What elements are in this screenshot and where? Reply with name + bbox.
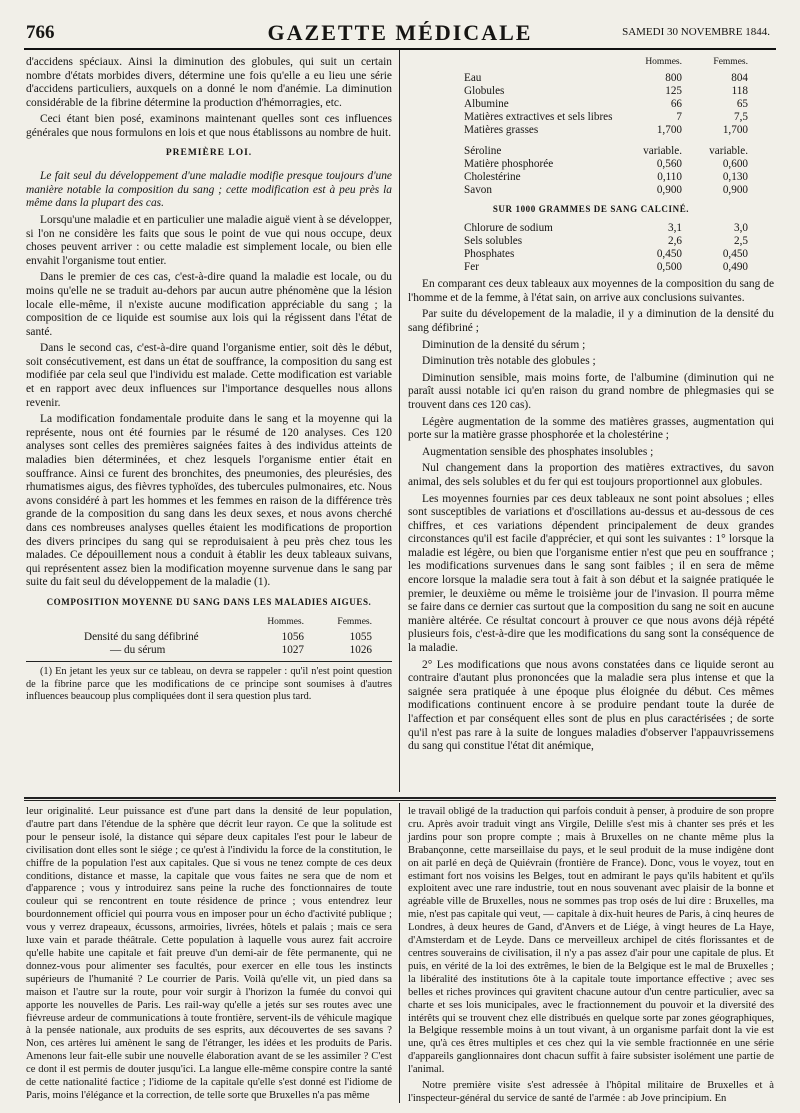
- paragraph: La modification fondamentale produite dans le sang et la moyenne qui la représente, nous ont été fournies par le résumé de 120 analyses. Ces 120 analyses sont celles des premières saignées faites à des individus atteints de maladies bien déterminées, et chez lesquels l'organisme entier était en souffrance. Ainsi ce furent des bronchites, des pneumonies, des pleurésies, des rhumatismes aigus, des fièvres typhoïdes, des tubercules pulmonaires, etc. Nous avons considéré à part les hommes et les femmes en raison de la différence très grande de la composition du sang dans les deux sexes, et nous avons cherché dans ces nombreuses analyses quelles étaient les modifications de proportion des divers principes du sang qui se reproduisaient à peu près chez tous les malades. Ce dépouillement nous a conduit à établir les deux tableaux suivans, qui représentent assez bien la modification moyenne survenue dans le sang par suite du fait seul du développement de la maladie (1).: [26, 413, 392, 589]
- row-label: Séroline: [464, 144, 502, 157]
- row-label: Densité du sang défibriné: [84, 631, 199, 644]
- cell-women: 3,0: [734, 222, 748, 235]
- header-date: SAMEDI 30 NOVEMBRE 1844.: [622, 26, 770, 38]
- paragraph: Dans le second cas, c'est-à-dire quand l'organisme entier, soit dès le début, soit consécutivement, est dans un état de souffrance, la composition du sang est modifiée par cela seul que l'individu est malade. Cette modification est variable et en rapport avec deux influences sur l'importance desquelles nous allons revenir.: [26, 342, 392, 409]
- cell-men: 0,500: [656, 261, 682, 274]
- footnote: (1) En jetant les yeux sur ce tableau, on devra se rappeler : qu'il n'est point question de la fibrine parce que les modifications de ce principe sont soumises à d'autres influences beaucoup plus compliquées dont il sera question plus tard.: [26, 666, 392, 702]
- paragraph: Augmentation sensible des phosphates insolubles ;: [422, 445, 654, 458]
- table-row: [462, 145, 750, 158]
- column-header: Femmes.: [713, 57, 748, 67]
- paragraph: 2° Les modifications que nous avons constatées dans ce liquide seront au contraire d'autant plus prononcées que la maladie sera plus intense et que la saignée sera pratiquée à une époque plus éloignée du début. Ces mêmes modifications continuent encore à se produire pendant toute la durée de l'affection et par conséquent elles sont de plus en plus caractérisées ; de sorte qu'il n'est pas rare à la suite de longues maladies d'observer l'appauvrissemens du sang qui constitue l'état dit anémique,: [408, 658, 774, 753]
- cell-men: variable.: [643, 144, 682, 157]
- section-title: PREMIÈRE LOI.: [165, 147, 253, 158]
- table-row: [462, 98, 750, 111]
- row-label: Cholestérine: [464, 170, 521, 183]
- cell-men: 2,6: [668, 235, 682, 248]
- cell-women: 1,700: [722, 123, 748, 136]
- feuilleton-divider-thin: [24, 800, 776, 801]
- cell-men: 0,110: [657, 170, 682, 183]
- paragraph: Ceci étant bien posé, examinons maintenant quelles sont ces influences générales que nous formulons en lois et que nous établissons au nombre de huit.: [26, 113, 392, 139]
- table-row: [462, 261, 750, 274]
- paragraph: Dans le premier de ces cas, c'est-à-dire quand la maladie est locale, ou du moins qu'elle ne se traduit au-dehors par aucun autre phénomène que la lésion locale elle-même, il n'existe aucune modification appréciable du sang ; la composition de ce liquide est soumise aux lois qui la régissent dans l'état de santé.: [26, 271, 392, 338]
- table-row: [462, 235, 750, 248]
- row-label: Savon: [464, 183, 492, 196]
- table-row: [462, 85, 750, 98]
- paragraph: d'accidens spéciaux. Ainsi la diminution des globules, qui suit un certain nombre d'états morbides divers, détermine une fois qu'elle a eu lieu une série d'accidens particuliers, auxquels on a donné le nom d'anémie. La diminution considérable de la fibrine détermine la production d'hémorragies, etc.: [26, 56, 392, 109]
- cell-men: 7: [676, 110, 682, 123]
- table-row: [462, 184, 750, 197]
- paragraph: Les moyennes fournies par ces deux tableaux ne sont point absolues ; elles sont susceptibles de variations et d'oscillations au-dessus et au-dessous de ces chiffres, et ces variations dépendent principalement de deux grandes circonstances qu'il est facile d'apprécier, et qui sont les suivantes : 1° lorsque la maladie est légère, ou bien que l'organisme entier n'est que peu en souffrance ; les modifications survenues dans le sang sont faibles ; il en sera de même encore lorsque la maladie sera tout à fait à son début et la saignée pratiquée le premier, le deuxième ou même le troisième jour de l'invasion. Il pourra même se faire dans ce dernier cas surtout que la composition du sang ne soit en aucune manière altérée. Ce résultat concourt à prouver ce que nous avons déjà répété plusieurs fois, c'est-à-dire que les modifications du sang sont la conséquence de la maladie.: [408, 492, 774, 655]
- cell-men: 0,900: [656, 183, 682, 196]
- page-number: 766: [26, 22, 55, 43]
- cell-men: 1,700: [656, 123, 682, 136]
- paragraph: Notre première visite s'est adressée à l'hôpital militaire de Bruxelles et à l'inspecteur-général du service de santé de l'armée : ab Jove principium. En: [408, 1080, 774, 1104]
- table-row: [462, 171, 750, 184]
- row-label: Albumine: [464, 97, 509, 110]
- feuilleton-right: [408, 806, 774, 1109]
- paragraph: Diminution de la densité du sérum ;: [422, 338, 586, 351]
- table-title: COMPOSITION MOYENNE DU SANG DANS LES MALADIES AIGUES.: [46, 596, 372, 607]
- cell-men: 125: [665, 84, 682, 97]
- law-statement: Le fait seul du développement d'une maladie modifie presque toujours d'une manière notable la composition du sang ; cette modification est à peu près la même dans la plupart des cas.: [26, 170, 392, 210]
- cell-men: 800: [665, 71, 682, 84]
- paragraph: Lorsqu'une maladie et en particulier une maladie aiguë vient à se développer, si l'on ne considère les faits que sous le point de vue qui nous occupe, deux choses peuvent arriver : ou cette maladie est simplement locale, ou bien elle envahit l'organisme tout entier.: [26, 213, 392, 267]
- column-header: Hommes.: [267, 616, 304, 627]
- table-row: [462, 124, 750, 137]
- table-row: [462, 72, 750, 85]
- paragraph: Par suite du dévelopement de la maladie, il y a diminution de la densité du sang défibriné ;: [408, 308, 774, 334]
- row-label: Sels solubles: [464, 235, 523, 248]
- cell-women: 0,600: [722, 157, 748, 170]
- divider: [26, 661, 392, 662]
- column-header: Femmes.: [337, 616, 372, 627]
- fats-table: [462, 145, 750, 197]
- cell-women: variable.: [709, 144, 748, 157]
- cell-women: 2,5: [734, 235, 748, 248]
- column-header: Hommes.: [645, 57, 682, 67]
- paragraph: Diminution très notable des globules ;: [422, 355, 596, 368]
- paragraph: Diminution sensible, mais moins forte, de l'albumine (diminution qui ne paraît aussi notable ici qu'en raison du grand nombre de phlegmasies qui se trouvent dans ces 120 cas).: [408, 371, 774, 411]
- row-label: Matière phosphorée: [464, 157, 554, 170]
- cell-women: 118: [731, 84, 748, 97]
- table-row: [82, 644, 374, 657]
- table-row: [462, 158, 750, 171]
- cell-women: 1026: [349, 644, 372, 657]
- left-column: [26, 56, 392, 706]
- paragraph: leur originalité. Leur puissance est d'une part dans la densité de leur population, d'autre part dans l'étendue de la sphère que décrit leur rayon. Ce que la solitude est pour le penseur isolé, la distance qui sépare deux capitales l'est pour le labeur de civilisation dont elles sont le siége ; ce qu'est à l'individu la force de la constitution, le chiffre de la population l'est aux capitales. Que si vous ne tenez compte de ces deux conditions, distance et masse, la capitale que vous faites ne sera que de nom et d'apparence ; vous y introduirez sans peine la ruche des fonctionnaires de toute couleur qui se rencontrent en toute résidence de prince ; vous entendrez leur bourdonnement officiel qui pourra vous en imposer pour un écho d'activité publique ; vous y verrez drapeaux, écussons, armoiries, livrées, hôtels et palais ; mais ce sera luxe vain et parade théâtrale. Cette population à laquelle vous aurez fait accroire qu'elle habite une capitale et fait preuve d'un demi-air de fête permanente, qui ne donnez-vous pour alimenter ses facultés, pour exercer en elle tous les instincts supérieurs de l'humanité ? Le courrier de Paris. Voilà qu'elle vit, un pied dans sa maison et l'autre sur la route, pour voir surgir à l'horizon la fumée du convoi qui apporte les nouvelles de Paris. Les rail-way qu'elle a jetés sur ses routes avec une fiévreuse ardeur de communications à toute frontière, servent-ils de véhicule magique à la pensée nationale, aux produits de ses esprits, aux découvertes de ses savans ? Non, ces artères lui amènent le sang de l'étranger, les idées et les produits de Paris. Amenons leur fait-elle subir une nouvelle élaboration avant de se les assimiler ? C'est ce dont il est permis de douter jusqu'ici. La langue elle-même conspire contre la santé de cette nationalité factice ; l'idiome de la capitale qu'elle s'est donné est l'idiome de Paris, moins l'élégance et la correction, de telle sorte que Bruxelles n'a pas même: [26, 806, 392, 1101]
- row-label: Phosphates: [464, 248, 515, 261]
- cell-men: 1056: [281, 631, 304, 644]
- journal-title: GAZETTE MÉDICALE: [267, 20, 533, 45]
- table-row: [82, 631, 374, 644]
- cell-women: 0,490: [722, 261, 748, 274]
- cell-women: 0,450: [722, 248, 748, 261]
- cell-men: 1027: [281, 644, 304, 657]
- page-header: [24, 14, 776, 50]
- row-label: — du sérum: [110, 644, 166, 657]
- paragraph: Nul changement dans la proportion des matières extractives, du savon animal, des sels solubles et du fer qui est toujours proportionnel aux globules.: [408, 462, 774, 488]
- table-row: [462, 111, 750, 124]
- table-title: SUR 1000 GRAMMES DE SANG CALCINÉ.: [492, 203, 690, 214]
- calcined-table: [462, 222, 750, 274]
- cell-women: 1055: [349, 631, 372, 644]
- cell-women: 804: [731, 71, 748, 84]
- cell-men: 3,1: [668, 222, 682, 235]
- row-label: Eau: [464, 71, 482, 84]
- density-table: [82, 616, 374, 658]
- table-row: [462, 222, 750, 235]
- row-label: Matières extractives et sels libres: [464, 110, 613, 123]
- cell-men: 0,560: [656, 157, 682, 170]
- column-divider: [399, 50, 400, 792]
- cell-women: 0,900: [722, 183, 748, 196]
- feuilleton-divider: [24, 797, 776, 799]
- row-label: Fer: [464, 261, 479, 274]
- feuilleton-left: [26, 806, 392, 1106]
- right-column: [408, 56, 774, 757]
- composition-table: [462, 56, 750, 137]
- paragraph: Légère augmentation de la somme des matières grasses, augmentation qui porte sur la matière grasse phosphorée et la cholestérine ;: [408, 415, 774, 442]
- column-divider: [399, 803, 400, 1103]
- paragraph: le travail obligé de la traduction qui parfois conduit à penser, à produire de son propre cru. Après avoir traduit vingt ans Virgile, Delille s'est mis à chanter ses prés et les jardins pour son propre compte ; mais à Bruxelles on ne chante même plus la Brabançonne, cette marseillaise du pays, et le seul produit de la muse indigène dont on ait parlé en deçà de Quiévrain (frontière de France). Donc, vous le voyez, tout en estimant fort nos voisins les Belges, tout en admirant le pays qu'ils habitent et qu'ils exploitent avec une rare industrie, tout en nous souvenant avec plaisir de la bonne et agréable ville de Bruxelles, nous ne sommes pas trop osés de lui dire : Bruxelles, ma mie, n'est pas capitale qui veut, — capitale à dix-huit heures de Paris, à cinq heures de Londres, à deux heures de Gand, d'Anvers et de Liége, à vingt heures de La Haye, d'Amsterdam et de Leyde. Dans ce merveilleux archipel de cités florissantes et de centres souverains de civilisation, il n'y a pas assez d'air pour une capitale de plus. Et puis, en vérité de la loi des extrêmes, le bien de la Belgique est le mal de Bruxelles ; la libéralité des institutions ôte à la capitale toute importance effective ; avec ses belles et riches provinces qui gravitent chacune autour d'un centre particulier, avec sa charte et ses lois municipales, avec le fractionnement du pouvoir et la diversité des intérêts qui se trouvent chez elle distribués en quelque sorte par zones géographiques, la Belgique ressemble moins à un tout vivant, à un organisme parfait dont la vie est une, qu'à ces êtres multiples et ces chez qui la vie semble fractionnée en une série d'appareils ganglionnaires dont chacun suffit à faire subsister isolément une partie de l'animal.: [408, 806, 774, 1076]
- cell-women: 65: [736, 97, 748, 110]
- cell-women: 7,5: [734, 110, 748, 123]
- paragraph: En comparant ces deux tableaux aux moyennes de la composition du sang de l'homme et de la femme, à l'état sain, on arrive aux conclusions suivantes.: [408, 278, 774, 304]
- row-label: Globules: [464, 84, 505, 97]
- cell-women: 0,130: [722, 170, 748, 183]
- table-row: [462, 248, 750, 261]
- cell-men: 0,450: [656, 248, 682, 261]
- row-label: Matières grasses: [464, 123, 539, 136]
- cell-men: 66: [670, 97, 682, 110]
- row-label: Chlorure de sodium: [464, 222, 553, 235]
